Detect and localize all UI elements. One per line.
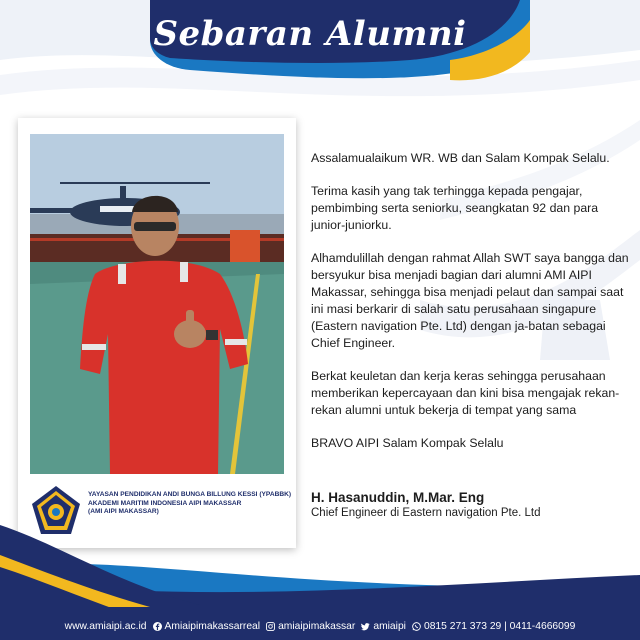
alumni-photo — [30, 134, 284, 474]
footer-contact-bar — [0, 612, 640, 640]
organization-info — [88, 491, 294, 517]
twitter-text: amiaipi — [373, 620, 406, 632]
org-line-3: (AMI AIPI MAKASSAR) — [88, 508, 159, 515]
bottom-wave — [0, 525, 640, 613]
phone-text: 0815 271 373 29 | 0411-4666099 — [423, 620, 576, 632]
testimonial-text — [311, 150, 629, 468]
facebook-text: Amiaipimakassarreal — [164, 620, 261, 632]
footer-website[interactable] — [65, 621, 147, 632]
photo-card — [18, 118, 296, 548]
whatsapp-icon — [412, 622, 421, 631]
footer-twitter[interactable] — [361, 621, 406, 632]
paragraph-greeting: Assalamualaikum WR. WB dan Salam Kompak Selalu. — [311, 151, 610, 165]
footer-phone[interactable] — [412, 621, 575, 632]
paragraph-thanks: Terima kasih yang tak terhingga kepada pengajar, pembimbing serta seniorku, seangkatan 92 dan para junior-juniorku. — [311, 184, 599, 232]
alumni-role: Chief Engineer di Eastern navigation Pte. Ltd — [311, 507, 541, 519]
footer-instagram[interactable] — [266, 621, 355, 632]
facebook-icon — [153, 622, 162, 631]
instagram-text: amiaipimakassar — [278, 620, 356, 632]
footer-facebook[interactable] — [153, 621, 261, 632]
alumni-name: H. Hasanuddin, M.Mar. Eng — [311, 490, 485, 505]
instagram-icon — [266, 622, 275, 631]
website-text: www.amiaipi.ac.id — [64, 620, 147, 632]
page-title: Sebaran Alumni — [153, 14, 467, 54]
paragraph-closing: BRAVO AIPI Salam Kompak Selalu — [311, 436, 504, 450]
paragraph-career: Alhamdulillah dengan rahmat Allah SWT saya bangga dan bersyukur bisa menjadi bagian dari alumni AMI AIPI Makassar, sehingga bisa menjadi pelaut dan sampai saat ini masi berkarir di salah satu perusahaan singapure (Eastern navigation Pte. Ltd) dengan ja-batan sebagai Chief Engineer. — [311, 251, 629, 350]
twitter-icon — [361, 622, 370, 631]
org-line-2: AKADEMI MARITIM INDONESIA AIPI MAKASSAR — [88, 499, 242, 507]
paragraph-effort: Berkat keuletan dan kerja keras sehingga perusahaan memberikan kepercayaan dan kini bisa mengajak rekan-rekan alumni untuk bekerja di tempat yang sama — [311, 369, 620, 417]
org-line-1: YAYASAN PENDIDIKAN ANDI BUNGA BILLUNG KESSI (YPABBK) — [88, 491, 292, 498]
